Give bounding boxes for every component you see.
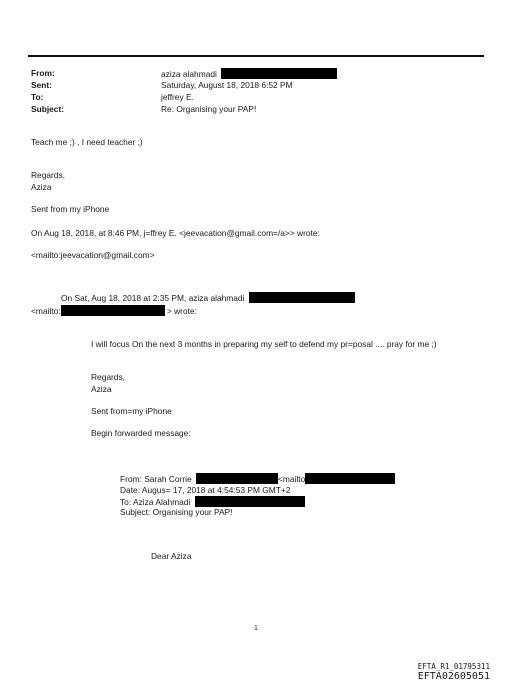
regards: Regards, (31, 170, 65, 180)
forward-from-text: From: Sarah Corrie (120, 474, 192, 484)
page-number: 1 (254, 625, 258, 632)
forward-mailto: <mailto (278, 474, 306, 484)
signature-name: Aziza (31, 182, 52, 192)
header-divider (28, 55, 484, 57)
sent-from: Sent from my iPhone (31, 204, 110, 214)
signature-name: Aziza (91, 384, 112, 394)
forward-date: Date: Augus= 17, 2018 at 4:54:53 PM GMT+2 (120, 485, 291, 495)
sent-value: Saturday, August 18, 2018 6:52 PM (161, 80, 293, 90)
forward-subject: Subject: Organising your PAP! (120, 507, 233, 517)
forwarded-label: Begin forwarded message: (91, 428, 191, 438)
bates-stamp-2: EFTA02605051 (417, 671, 490, 682)
mailto-prefix: <mailto: (31, 306, 61, 316)
subject-value: Re: Organising your PAP! (161, 104, 257, 114)
quote-intro-text: On Sat, Aug 18, 2018 at 2:35 PM, aziza alahmadi (61, 293, 245, 303)
from-value (161, 68, 337, 79)
wrote-text: > wrote: (166, 306, 197, 316)
quote-mailto (31, 305, 197, 316)
forward-from (120, 473, 395, 484)
redaction-box (61, 305, 165, 316)
quote-intro: On Aug 18, 2018, at 8:46 PM, j=ffrey E. <jeevacation@gmail.com=/a>> wrote: (31, 228, 320, 238)
to-value: jeffrey E. (161, 92, 194, 102)
from-label: From: (31, 68, 55, 78)
sent-from: Sent from=my iPhone (91, 406, 172, 416)
bates-stamp-1: EFTA_R1_01795311 (417, 662, 490, 671)
body-line: I will focus On the next 3 months in preparing my self to defend my pr=posal .... pray for me ;) (91, 339, 437, 349)
quote-intro-2 (61, 292, 355, 303)
forward-to-text: To: Aziza Alahmadi (120, 497, 191, 507)
redaction-box (305, 473, 395, 484)
from-name: aziza alahmadi (161, 69, 217, 79)
greeting: Dear Aziza (151, 551, 192, 561)
subject-label: Subject: (31, 104, 65, 114)
redaction-box (221, 68, 337, 79)
redaction-box (196, 473, 278, 484)
redaction-box (249, 292, 355, 303)
forward-to (120, 496, 305, 507)
sent-label: Sent: (31, 80, 52, 90)
body-line: Teach me ;) , I need teacher ;) (31, 137, 143, 147)
mailto-link: <mailto:jeevacation@gmail.com> (31, 250, 155, 260)
to-label: To: (31, 92, 44, 102)
redaction-box (195, 496, 305, 507)
regards: Regards, (91, 372, 125, 382)
